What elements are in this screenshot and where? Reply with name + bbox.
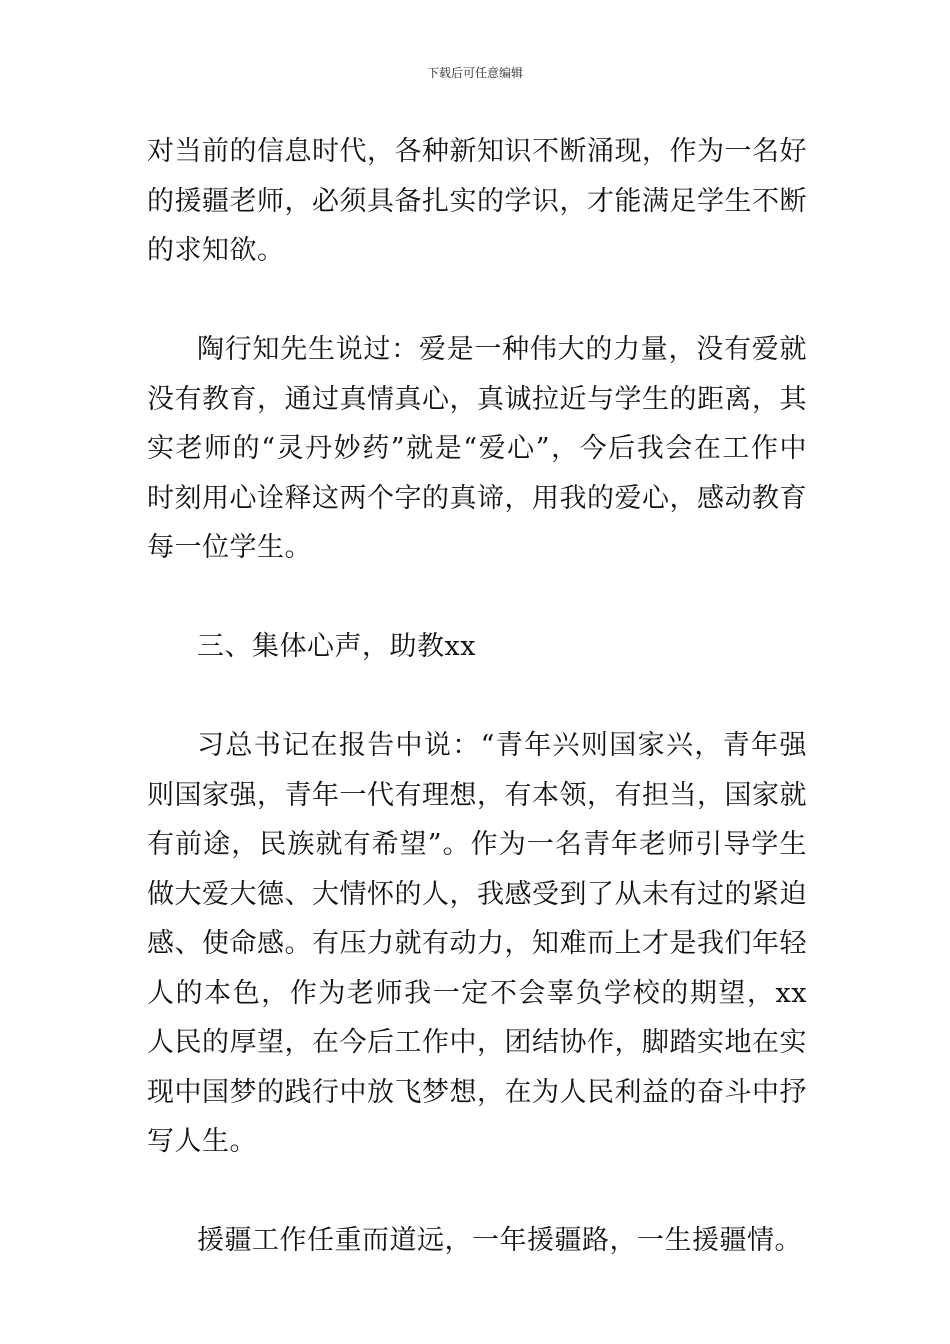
paragraph-tao-xingzhi: 陶行知先生说过：爱是一种伟大的力量，没有爱就没有教育，通过真情真心，真诚拉近与学生的距离，其实老师的“灵丹妙药”就是“爱心”，今后我会在工作中时刻用心诠释这两个字的真谛，用我的爱心，感动教育每一位学生。 xyxy=(147,334,807,563)
paragraph-youth: 习总书记在报告中说：“青年兴则国家兴，青年强则国家强，青年一代有理想，有本领，有担当，国家就有前途，民族就有希望”。作为一名青年老师引导学生做大爱大德、大情怀的人，我感受到了从未有过的紧迫感、使命感。有压力就有动力，知难而上才是我们年轻人的本色，作为老师我一定不会辜负学校的期望，xx人民的厚望，在今后工作中，团结协作，脚踏实地在实现中国梦的践行中放飞梦想，在为人民利益的奋斗中抒写人生。 xyxy=(147,730,807,1157)
document-body xyxy=(147,127,807,1266)
paragraph-closing: 援疆工作任重而道远，一年援疆路，一生援疆情。 xyxy=(197,1225,802,1256)
paragraph-knowledge: 对当前的信息时代，各种新知识不断涌现，作为一名好的援疆老师，必须具备扎实的学识，才能满足学生不断的求知欲。 xyxy=(147,136,807,266)
page-header-note: 下载后可任意编辑 xyxy=(426,66,523,80)
section-heading-collective-voice: 三、集体心声，助教xx xyxy=(197,631,476,662)
